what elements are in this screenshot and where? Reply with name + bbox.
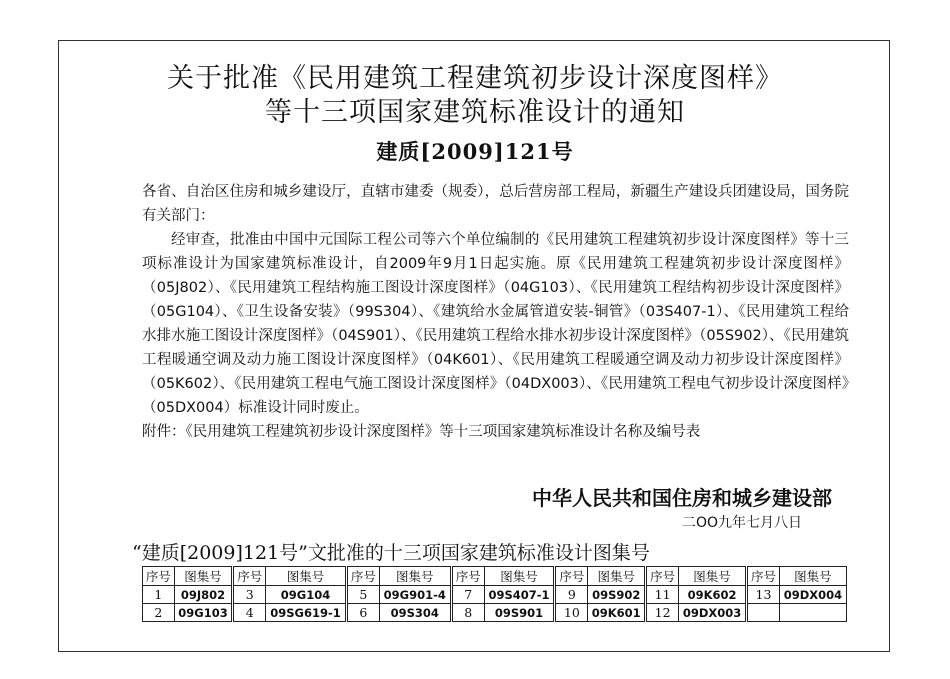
- notice-title-line1: 关于批准《民用建筑工程建筑初步设计深度图样》: [167, 63, 783, 94]
- code-cell: 09K601: [588, 604, 646, 622]
- notice-body: [142, 180, 849, 444]
- atlas-number-table: [142, 566, 847, 622]
- table-header-row: [143, 567, 847, 586]
- header-seq: 序号: [646, 567, 679, 586]
- code-cell: 09DX004: [779, 586, 846, 604]
- seq-cell: 5: [346, 586, 379, 604]
- header-code: 图集号: [588, 567, 646, 586]
- table-row: [143, 604, 847, 622]
- header-seq: 序号: [346, 567, 379, 586]
- addressee-paragraph: 各省、自治区住房和城乡建设厅，直辖市建委（规委），总后营房部工程局，新疆生产建设兵团建设局，国务院有关部门：: [142, 184, 849, 224]
- header-code: 图集号: [174, 567, 233, 586]
- header-seq: 序号: [233, 567, 266, 586]
- notice-title-line2: 等十三项国家建筑标准设计的通知: [265, 97, 685, 128]
- seq-cell: 11: [646, 586, 679, 604]
- code-cell: 09K602: [679, 586, 747, 604]
- header-code: 图集号: [484, 567, 555, 586]
- seq-cell: 12: [646, 604, 679, 622]
- seq-cell: 1: [143, 586, 175, 604]
- header-seq: 序号: [747, 567, 780, 586]
- code-cell: 09G901-4: [379, 586, 451, 604]
- seq-cell: 10: [555, 604, 588, 622]
- seq-cell: 13: [747, 586, 780, 604]
- code-cell: [779, 604, 846, 622]
- seq-cell: 9: [555, 586, 588, 604]
- code-cell: 09J802: [174, 586, 233, 604]
- code-cell: 09S901: [484, 604, 555, 622]
- seq-cell: 7: [451, 586, 484, 604]
- seq-cell: [747, 604, 780, 622]
- header-code: 图集号: [266, 567, 347, 586]
- code-cell: 09G104: [266, 586, 347, 604]
- seq-cell: 3: [233, 586, 266, 604]
- main-paragraph: 经审查，批准由中国中元国际工程公司等六个单位编制的《民用建筑工程建筑初步设计深度图样》等十三项标准设计为国家建筑标准设计，自2009年9月1日起实施。原《民用建筑工程建筑初步设计深度图样》（05J802）、《民用建筑工程结构施工图设计深度图样》（04G103）、《民用建筑工程结构初步设计深度图样》（05G104）、《卫生设备安装》（99S304）、《建筑给水金属管道安装-铜管》（03S407-1）、《民用建筑工程给水排水施工图设计深度图样》（04S901）、《民用建筑工程给水排水初步设计深度图样》（05S902）、《民用建筑工程暖通空调及动力施工图设计深度图样》（04K601）、《民用建筑工程暖通空调及动力初步设计深度图样》（05K602）、《民用建筑工程电气施工图设计深度图样》（04DX003）、《民用建筑工程电气初步设计深度图样》（05DX004）标准设计同时废止。: [142, 232, 849, 416]
- seq-cell: 8: [451, 604, 484, 622]
- seq-cell: 6: [346, 604, 379, 622]
- issue-date: 二OO九年七月八日: [681, 515, 802, 531]
- code-cell: 09G103: [174, 604, 233, 622]
- header-code: 图集号: [779, 567, 846, 586]
- issuing-authority: 中华人民共和国住房和城乡建设部: [532, 486, 832, 510]
- document-number: 建质[2009]121号: [376, 139, 574, 164]
- header-seq: 序号: [555, 567, 588, 586]
- seq-cell: 4: [233, 604, 266, 622]
- attachment-line: 附件：《民用建筑工程建筑初步设计深度图样》等十三项国家建筑标准设计名称及编号表: [142, 424, 701, 440]
- header-seq: 序号: [143, 567, 175, 586]
- header-seq: 序号: [451, 567, 484, 586]
- header-code: 图集号: [379, 567, 451, 586]
- table-row: [143, 586, 847, 604]
- code-cell: 09DX003: [679, 604, 747, 622]
- code-cell: 09SG619-1: [266, 604, 347, 622]
- code-cell: 09S304: [379, 604, 451, 622]
- code-cell: 09S407-1: [484, 586, 555, 604]
- seq-cell: 2: [143, 604, 175, 622]
- table-caption: “建质[2009]121号”文批准的十三项国家建筑标准设计图集号: [132, 542, 650, 564]
- code-cell: 09S902: [588, 586, 646, 604]
- header-code: 图集号: [679, 567, 747, 586]
